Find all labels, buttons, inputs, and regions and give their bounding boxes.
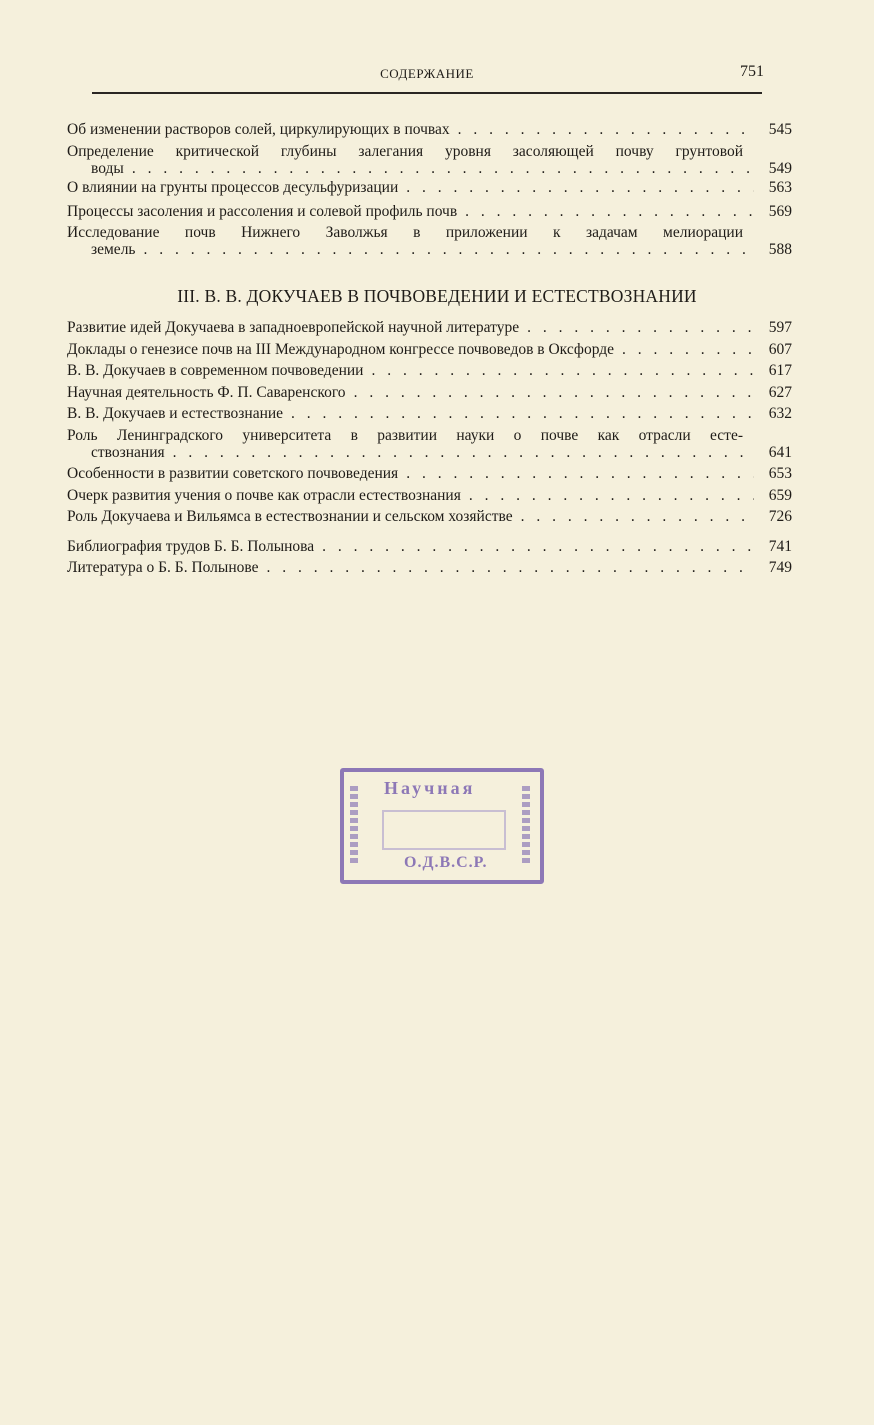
toc-entry-title: Роль Докучаева и Вильямса в естествознании и сельском хозяйстве [67, 508, 513, 525]
toc-entry [67, 405, 792, 422]
toc-entry-title: Научная деятельность Ф. П. Саваренского [67, 384, 346, 401]
toc-entry-page: 597 [768, 319, 792, 336]
toc-entry-title: Развитие идей Докучаева в западноевропейской научной литературе [67, 319, 520, 336]
toc-entry-title: Очерк развития учения о почве как отрасли естествознания [67, 487, 461, 504]
toc-entry-title: В. В. Докучаев в современном почвоведении [67, 362, 364, 379]
toc-entry-page: 641 [768, 444, 792, 461]
toc-entry-page: 549 [768, 160, 792, 177]
dot-leader [622, 341, 754, 358]
toc-entry [67, 508, 792, 525]
toc-entry-title: Процессы засоления и рассоления и солевой профиль почв [67, 203, 458, 220]
toc-entry [67, 487, 792, 504]
dot-leader [371, 362, 754, 379]
toc-entry-title: Доклады о генезисе почв на III Международном конгрессе почвоведов в Оксфорде [67, 341, 615, 358]
dot-leader [406, 465, 754, 482]
toc-entry-title: Об изменении растворов солей, циркулирующих в почвах [67, 121, 450, 138]
toc-entry-title: Исследование почв Нижнего Заволжья в приложении к задачам мелиорации [67, 224, 743, 241]
toc-entry-title: Литература о Б. Б. Полынове [67, 559, 259, 576]
dot-leader [527, 319, 754, 336]
dot-leader [465, 203, 754, 220]
toc-entry [67, 319, 792, 336]
toc-entry [67, 179, 792, 196]
toc-entry [67, 224, 792, 258]
toc-entry-page: 659 [768, 487, 792, 504]
toc-entry-page: 749 [768, 559, 792, 576]
toc-entry-page: 617 [768, 362, 792, 379]
dot-leader [521, 508, 754, 525]
running-header [92, 63, 764, 86]
header-rule [92, 92, 762, 94]
toc-entry-page: 607 [768, 341, 792, 358]
dot-leader [291, 405, 754, 422]
toc-entry [67, 121, 792, 138]
section-heading: III. В. В. ДОКУЧАЕВ В ПОЧВОВЕДЕНИИ И ЕСТЕСТВОЗНАНИИ [177, 286, 697, 306]
toc-entry [67, 427, 792, 461]
toc-entry [67, 203, 792, 220]
library-stamp [340, 768, 544, 884]
toc-entry-title: О влиянии на грунты процессов десульфуризации [67, 179, 399, 196]
toc-entry-title: Роль Ленинградского университета в развитии науки о почве как отрасли есте- [67, 427, 743, 444]
toc-entry [67, 341, 792, 358]
toc-entry-title: воды [91, 160, 124, 177]
toc-entry [67, 559, 792, 576]
dot-leader [354, 384, 754, 401]
dot-leader [458, 121, 754, 138]
toc-entry [67, 362, 792, 379]
toc-entry [67, 143, 792, 177]
header-title: СОДЕРЖАНИЕ [380, 66, 474, 81]
toc-entry-page: 569 [768, 203, 792, 220]
toc-entry-title: Определение критической глубины залегания уровня засоляющей почву грунтовой [67, 143, 743, 160]
toc-entry-page: 588 [768, 241, 792, 258]
dot-leader [144, 241, 755, 258]
toc-entry-title: В. В. Докучаев и естествознание [67, 405, 284, 422]
toc-entry-page: 545 [768, 121, 792, 138]
toc-entry-page: 741 [768, 538, 792, 555]
toc-entry-page: 563 [768, 179, 792, 196]
dot-leader [132, 160, 754, 177]
toc-entry [67, 465, 792, 482]
dot-leader [406, 179, 754, 196]
toc-entry-title: Особенности в развитии советского почвоведения [67, 465, 399, 482]
dot-leader [266, 559, 754, 576]
toc-entry-title: ствознания [91, 444, 165, 461]
toc-entry-title: земель [91, 241, 136, 258]
dot-leader [469, 487, 754, 504]
dot-leader [322, 538, 754, 555]
stamp-bottom-text: О.Д.В.С.Р. [404, 854, 488, 871]
toc-entry-title: Библиография трудов Б. Б. Полынова [67, 538, 315, 555]
stamp-top-text: Научная [384, 778, 476, 798]
toc-entry [67, 538, 792, 555]
toc-entry-page: 726 [768, 508, 792, 525]
toc-entry-page: 632 [768, 405, 792, 422]
page-number: 751 [740, 63, 764, 80]
dot-leader [173, 444, 754, 461]
toc-entry-page: 653 [768, 465, 792, 482]
toc-entry [67, 384, 792, 401]
toc-entry-page: 627 [768, 384, 792, 401]
